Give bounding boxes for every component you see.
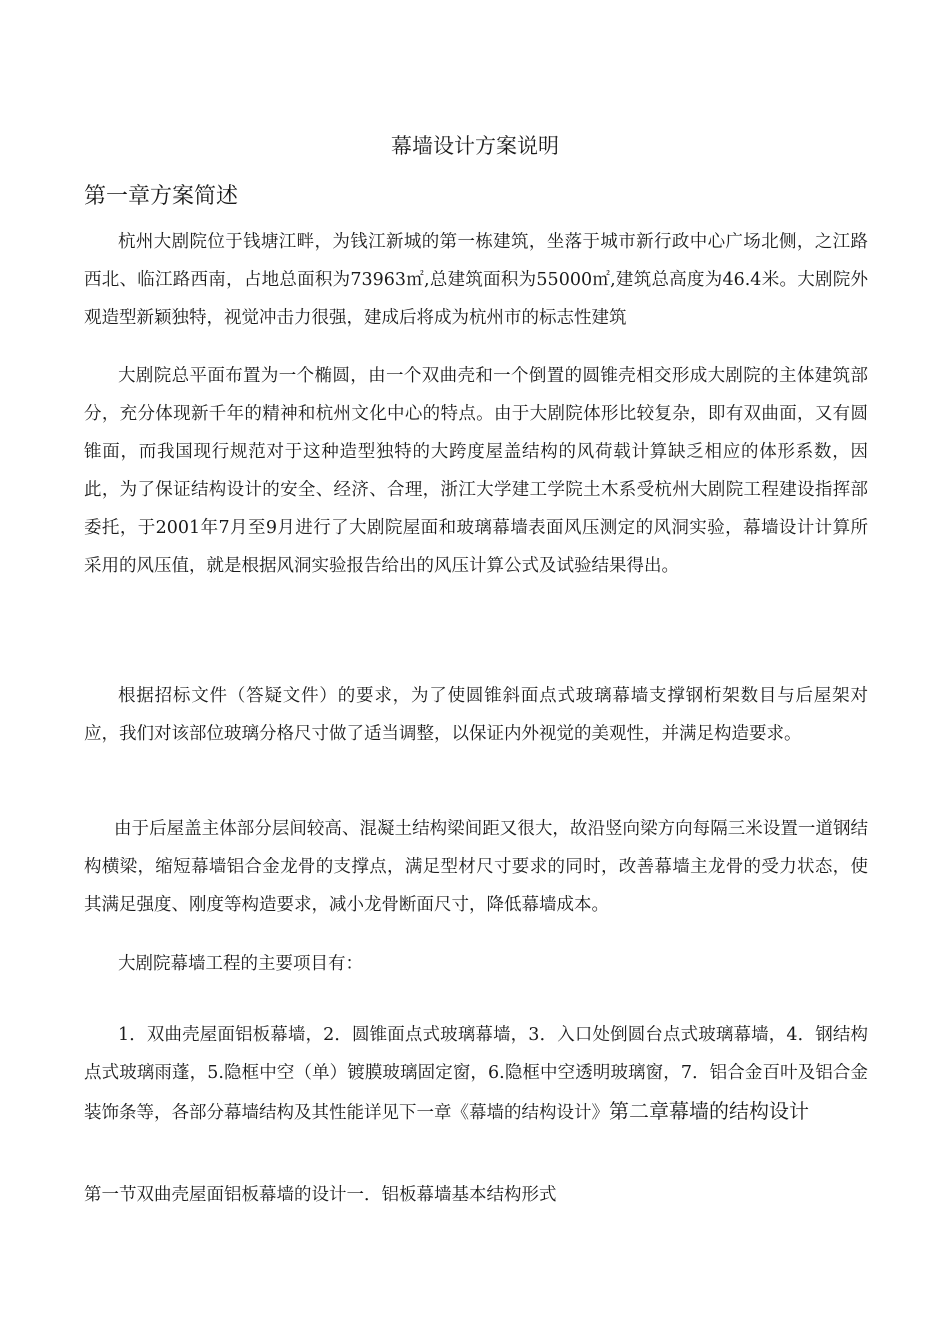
paragraph-main-items-intro: 大剧院幕墙工程的主要项目有： [118,954,363,974]
paragraph-tender-requirements: 根据招标文件（答疑文件）的要求，为了使圆锥斜面点式玻璃幕墙支撑钢桁架数目与后屋架对应，我们对该部位玻璃分格尺寸做了适当调整，以保证内外视觉的美观性，并满足构造要求。 [84,686,868,744]
paragraph-layout-and-wind-tunnel: 大剧院总平面布置为一个椭圆，由一个双曲壳和一个倒置的圆锥壳相交形成大剧院的主体建筑部分，充分体现新千年的精神和杭州文化中心的特点。由于大剧院体形比较复杂，即有双曲面，又有圆锥面，而我国现行规范对于这种造型独特的大跨度屋盖结构的风荷载计算缺乏相应的体形系数，因此，为了保证结构设计的安全、经济、合理，浙江大学建工学院土木系受杭州大剧院工程建设指挥部委托，于2001年7月至9月进行了大剧院屋面和玻璃幕墙表面风压测定的风洞实验，幕墙设计计算所采用的风压值，就是根据风洞实验报告给出的风压计算公式及试验结果得出。 [84,366,868,576]
chapter-2-heading: 第二章幕墙的结构设计 [609,1099,809,1123]
chapter-1-heading: 第一章方案简述 [84,184,239,209]
paragraph-steel-beams: 由于后屋盖主体部分层间较高、混凝土结构梁间距又很大，故沿竖向梁方向每隔三米设置一道钢结构横梁，缩短幕墙铝合金龙骨的支撑点，满足型材尺寸要求的同时，改善幕墙主龙骨的受力状态，使其满足强度、刚度等构造要求，减小龙骨断面尺寸，降低幕墙成本。 [84,819,868,915]
paragraph-main-items-list [84,1016,868,1132]
section-1-heading: 第一节双曲壳屋面铝板幕墙的设计一．铝板幕墙基本结构形式 [84,1185,557,1205]
main-items-list-text: 1．双曲壳屋面铝板幕墙，2．圆锥面点式玻璃幕墙，3．入口处倒圆台点式玻璃幕墙，4．钢结构点式玻璃雨蓬，5.隐框中空（单）镀膜玻璃固定窗，6.隐框中空透明玻璃窗，7．铝合金百叶及铝合金装饰条等，各部分幕墙结构及其性能详见下一章《幕墙的结构设计》 [84,1025,868,1123]
document-title: 幕墙设计方案说明 [391,134,559,158]
paragraph-location-overview: 杭州大剧院位于钱塘江畔，为钱江新城的第一栋建筑，坐落于城市新行政中心广场北侧，之江路西北、临江路西南，占地总面积为73963㎡,总建筑面积为55000㎡,建筑总高度为46.4米。大剧院外观造型新颖独特，视觉冲击力很强，建成后将成为杭州市的标志性建筑 [84,232,868,328]
